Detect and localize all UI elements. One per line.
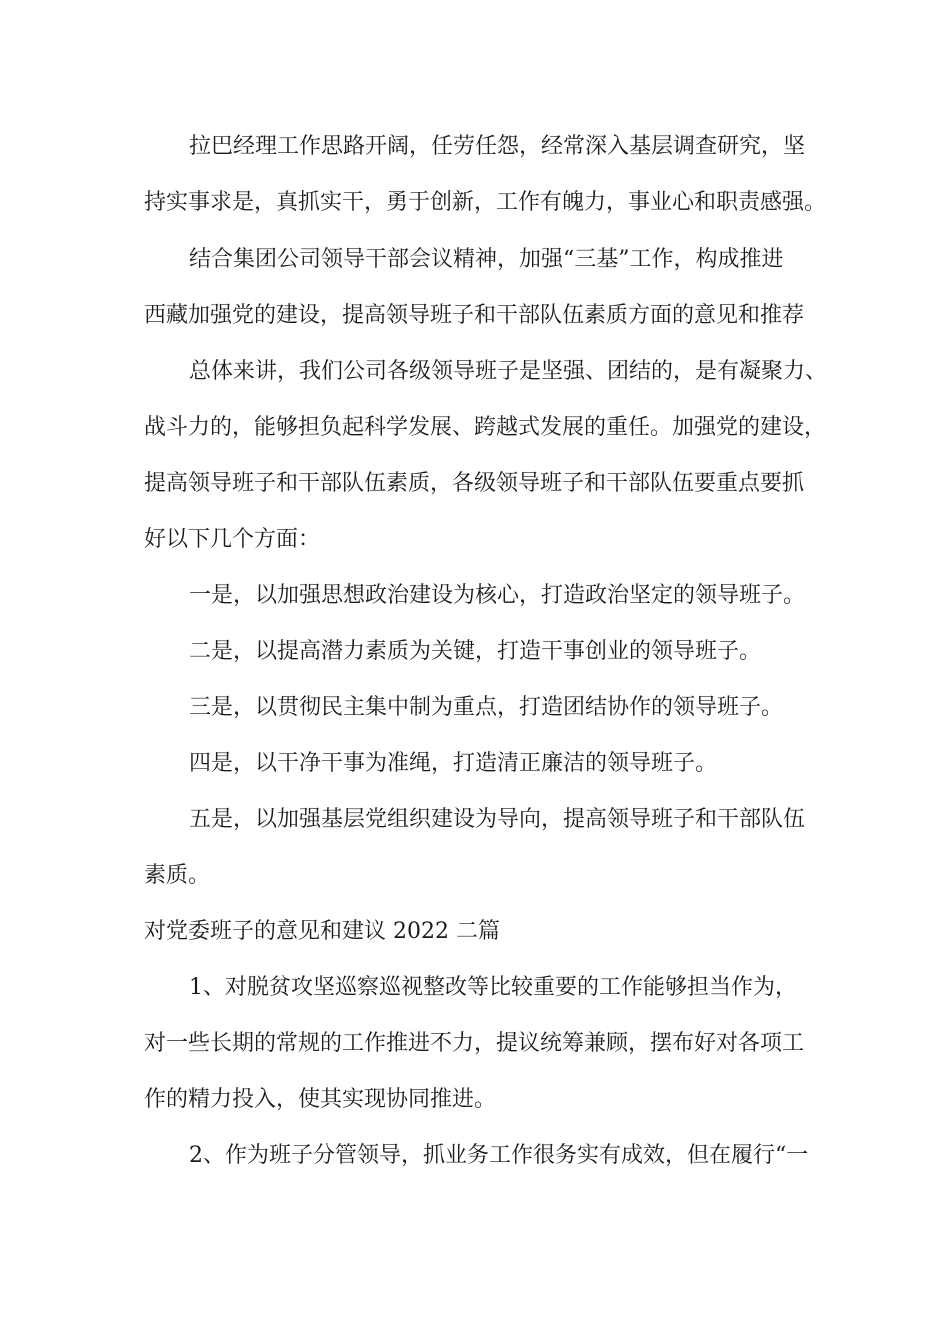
section-heading: 对党委班子的意见和建议 2022 二篇 [144, 919, 500, 944]
point-two: 二是，以提高潜力素质为关键，打造干事创业的领导班子。 [189, 639, 762, 664]
paragraph-3-line-4: 好以下几个方面： [144, 527, 321, 552]
point-five-line-1: 五是，以加强基层党组织建设为导向，提高领导班子和干部队伍 [189, 807, 806, 832]
paragraph-1-line-1: 拉巴经理工作思路开阔，任劳任怨，经常深入基层调查研究，坚 [189, 134, 806, 159]
point-four: 四是，以干净干事为准绳，打造清正廉洁的领导班子。 [189, 751, 718, 776]
point-one: 一是，以加强思想政治建设为核心，打造政治坚定的领导班子。 [189, 583, 806, 608]
paragraph-1-line-2: 持实事求是，真抓实干，勇于创新，工作有魄力，事业心和职责感强。 [144, 190, 827, 215]
paragraph-3-line-3: 提高领导班子和干部队伍素质，各级领导班子和干部队伍要重点要抓 [144, 471, 805, 496]
item-1-line-3: 作的精力投入，使其实现协同推进。 [144, 1087, 497, 1112]
item-1-line-1: 1、对脱贫攻坚巡察巡视整改等比较重要的工作能够担当作为， [189, 975, 797, 1000]
item-1-line-2: 对一些长期的常规的工作推进不力，提议统筹兼顾，摆布好对各项工 [144, 1031, 805, 1056]
paragraph-3-line-1: 总体来讲，我们公司各级领导班子是坚强、团结的，是有凝聚力、 [189, 359, 828, 384]
item-2-line-1: 2、作为班子分管领导，抓业务工作很务实有成效，但在履行“一 [189, 1143, 809, 1168]
paragraph-2-line-1: 结合集团公司领导干部会议精神，加强“三基”工作，构成推进 [189, 247, 784, 272]
point-five-line-2: 素质。 [144, 863, 211, 888]
point-three: 三是，以贯彻民主集中制为重点，打造团结协作的领导班子。 [189, 695, 784, 720]
paragraph-3-line-2: 战斗力的，能够担负起科学发展、跨越式发展的重任。加强党的建设， [144, 415, 827, 440]
paragraph-2-line-2: 西藏加强党的建设，提高领导班子和干部队伍素质方面的意见和推荐 [144, 303, 805, 328]
